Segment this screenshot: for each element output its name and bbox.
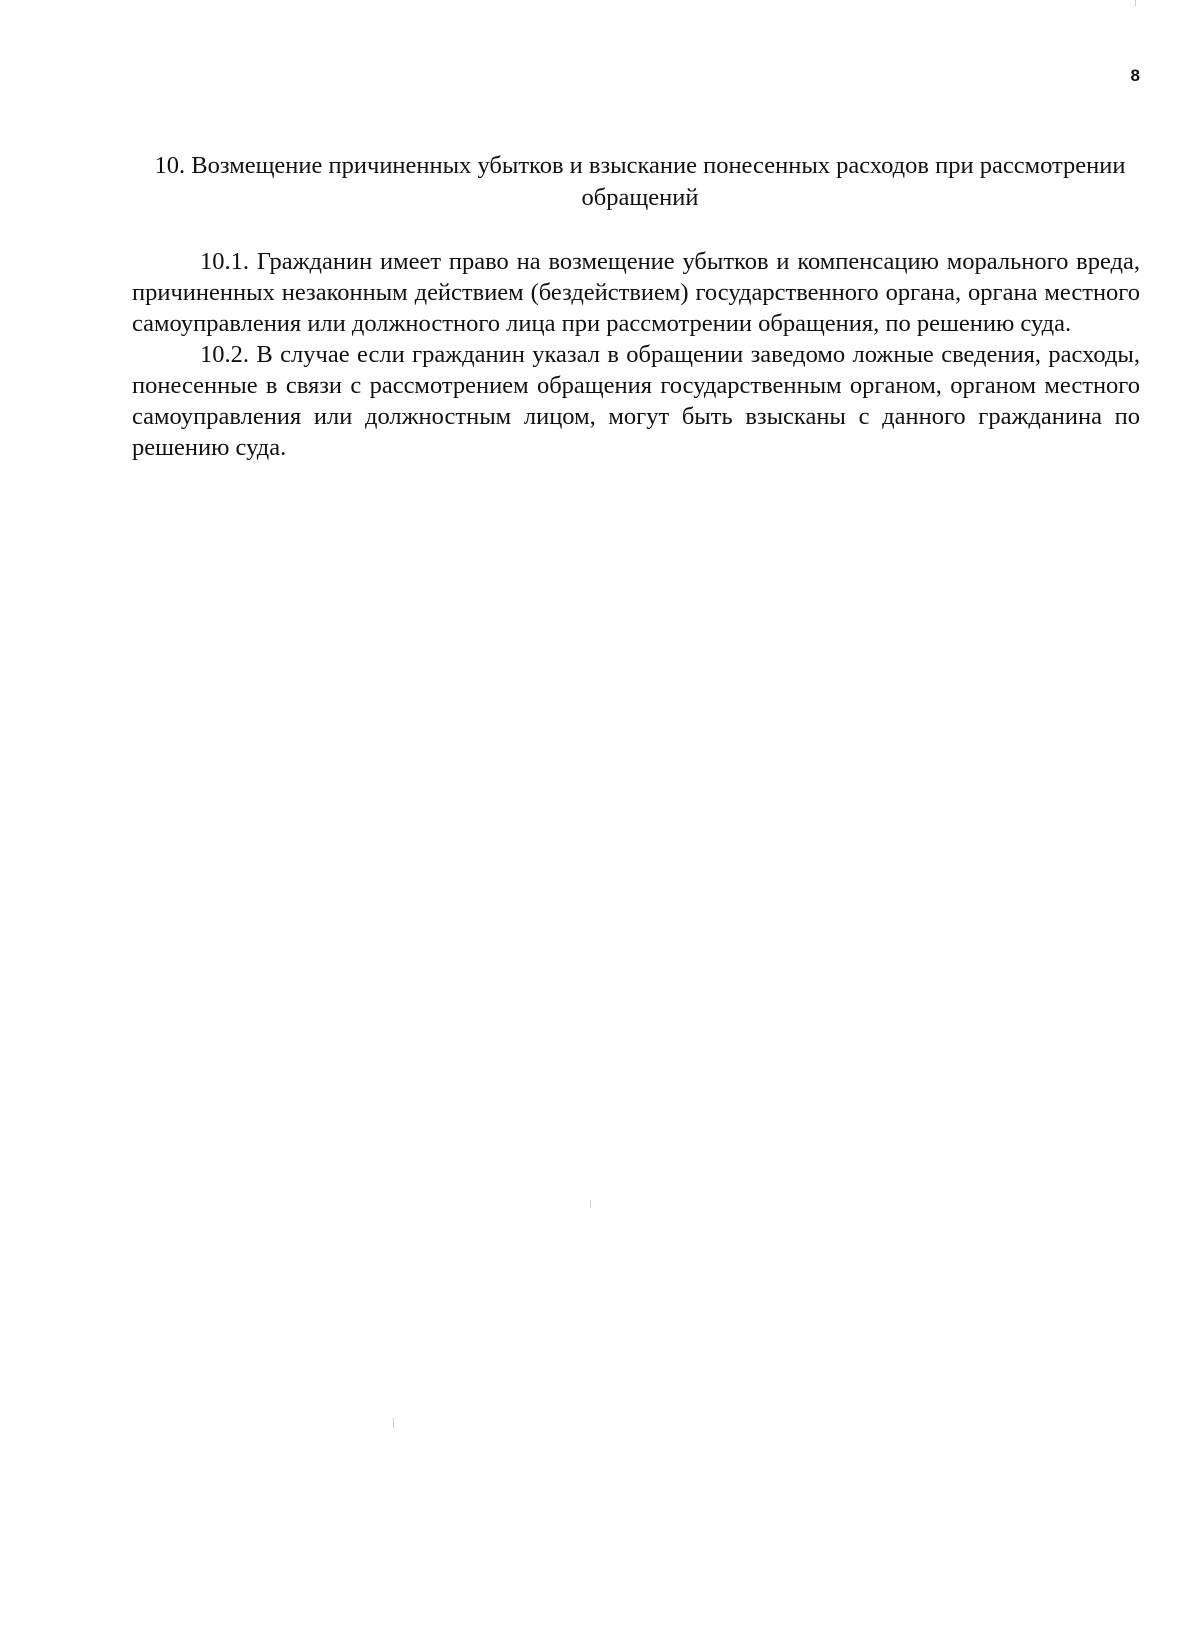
paragraph-10-1: 10.1. Гражданин имеет право на возмещение убытков и компенсацию морального вреда, причиненных незаконным действием (бездействием) государственного органа, органа местного самоуправления или должностного лица при рассмотрении обращения, по решению суда. [132, 248, 1140, 337]
scan-mark [393, 1418, 394, 1428]
paragraph-10-2: 10.2. В случае если гражданин указал в обращении заведомо ложные сведения, расходы, понесенные в связи с рассмотрением обращения государственным органом, органом местного самоуправления или должностным лицом, могут быть взысканы с данного гражданина по решению суда. [132, 341, 1140, 461]
section-heading: 10. Возмещение причиненных убытков и взыскание понесенных расходов при рассмотрении обращений [154, 152, 1126, 211]
scan-mark [590, 1200, 591, 1208]
page-number: 8 [1130, 66, 1140, 85]
scan-mark [1135, 0, 1136, 6]
section-body [132, 246, 1140, 463]
